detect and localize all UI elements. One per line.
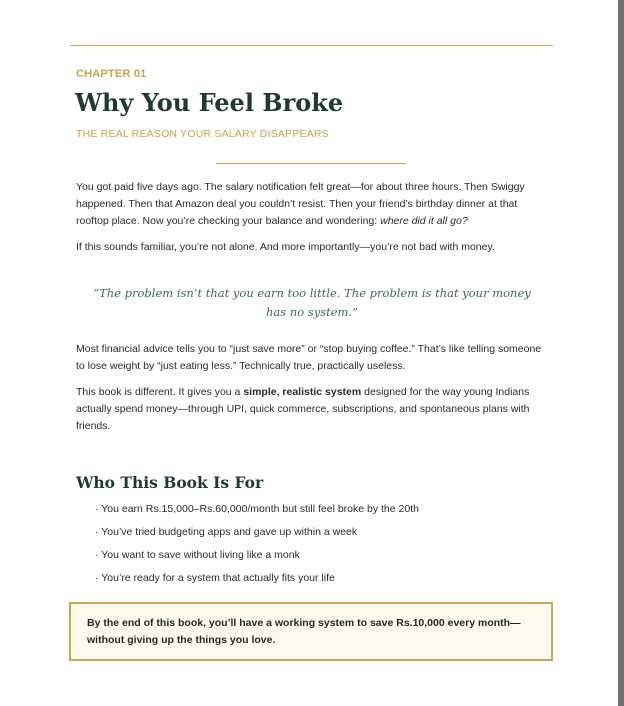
- pitch-text-end: designed for the way young Indians actually spend money—through UPI, quick commerce, subscriptions, and spontaneous plans with friends.: [76, 386, 530, 432]
- pull-quote: “The problem isn’t that you earn too little. The problem is that your money has no system.”: [93, 286, 531, 319]
- list-item: · You want to save without living like a monk: [95, 549, 300, 561]
- list-item: · You’re ready for a system that actually fits your life: [95, 572, 335, 584]
- chapter-title: Why You Feel Broke: [75, 88, 344, 117]
- book-pitch-paragraph: [76, 384, 548, 435]
- callout-box: By the end of this book, you’ll have a working system to save Rs.10,000 every month—without giving up the things you love.: [69, 602, 553, 661]
- top-divider: [70, 45, 553, 46]
- list-item: · You’ve tried budgeting apps and gave up within a week: [95, 526, 358, 538]
- intro-text: You got paid five days ago. The salary notification felt great—for about three hours. Then Swiggy happened. Then that Amazon deal you couldn’t resist. Then your friend’s birthday dinner at that rooftop place. Now you’re checking your balance and wondering:: [76, 181, 525, 227]
- chapter-subtitle: THE REAL REASON YOUR SALARY DISAPPEARS: [76, 128, 329, 140]
- pitch-bold: simple, realistic system: [243, 386, 362, 398]
- audience-list: [95, 501, 419, 593]
- title-divider: [216, 163, 406, 164]
- audience-heading: Who This Book Is For: [76, 473, 264, 492]
- intro-emphasis: where did it all go?: [380, 215, 468, 227]
- chapter-label: CHAPTER 01: [76, 68, 147, 80]
- list-item: · You earn Rs.15,000–Rs.60,000/month but still feel broke by the 20th: [95, 503, 419, 515]
- pitch-text-start: This book is different. It gives you a: [76, 386, 244, 398]
- advice-paragraph: Most financial advice tells you to “just save more” or “stop buying coffee.” That’s like telling someone to lose weight by “just eating less.” Technically true, practically useless.: [76, 343, 542, 372]
- intro-paragraph: [76, 179, 548, 230]
- reassurance-paragraph: If this sounds familiar, you’re not alone. And more importantly—you’re not bad with money.: [76, 241, 495, 253]
